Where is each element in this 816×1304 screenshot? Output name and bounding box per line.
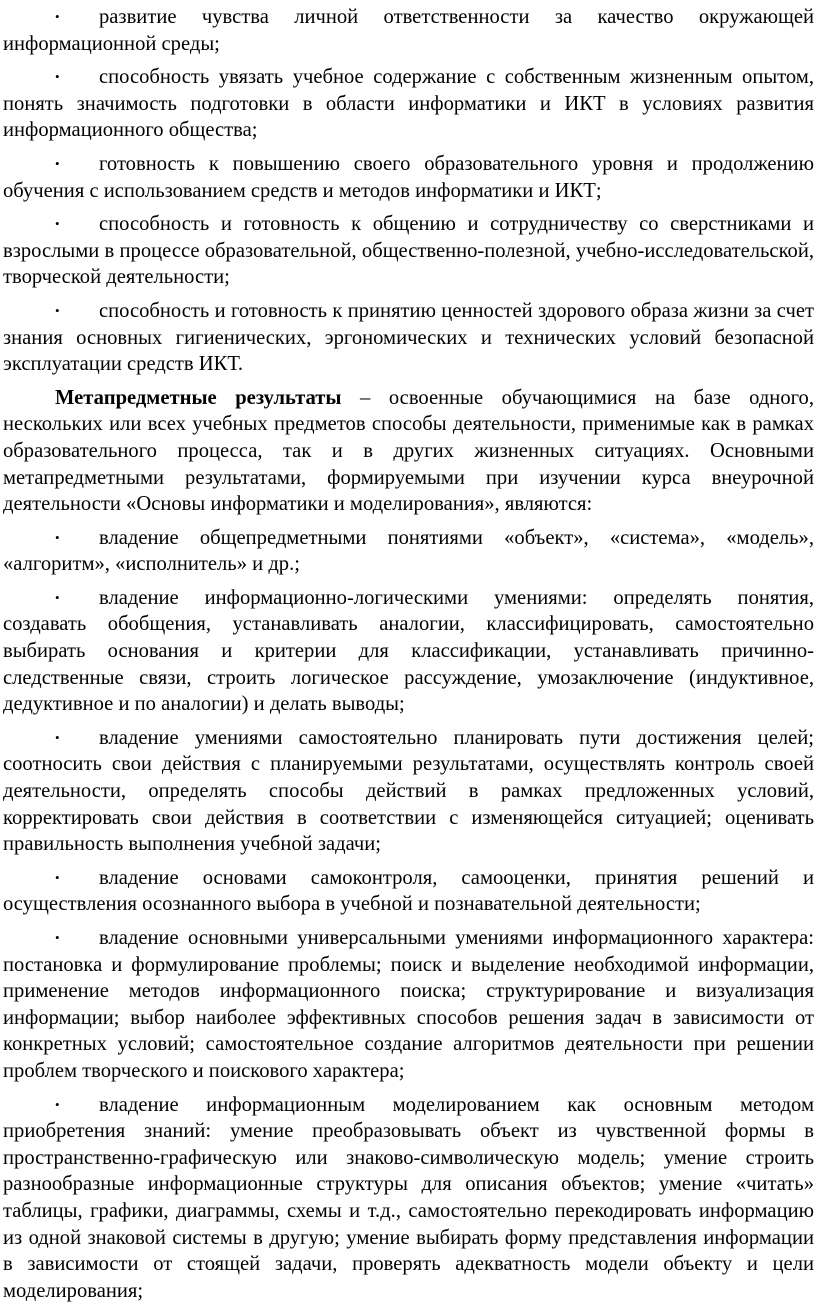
bullet-icon: •	[55, 155, 60, 171]
list-item	[3, 4, 814, 57]
bullet-icon: •	[55, 216, 60, 232]
list-item	[3, 151, 814, 204]
list-item-text: способность увязать учебное содержание с собственным жизненным опытом, понять значимость подготовки в области информатики и ИКТ в условиях развития информационного общества;	[3, 66, 814, 142]
list-item-text: владение общепредметными понятиями «объект», «система», «модель», «алгоритм», «исполнитель» и др.;	[3, 526, 814, 576]
list-item	[3, 585, 814, 718]
bullet-icon: •	[55, 869, 60, 885]
list-item	[3, 211, 814, 291]
section-paragraph-text: – освоенные обучающимися на базе одного, нескольких или всех учебных предметов способы деятельности, применимые как в рамках образовательного процесса, так и в других жизненных ситуациях. Основными метапредметными результатами, формируемыми при изучении курса внеурочной деятельности «Основы информатики и моделирования», являются:	[3, 386, 815, 516]
section-heading: Метапредметные результаты	[55, 386, 342, 409]
bullet-icon: •	[55, 1096, 60, 1112]
list-item	[3, 525, 814, 578]
bullet-icon: •	[55, 69, 60, 85]
list-item	[3, 1092, 814, 1304]
bullet-icon: •	[55, 589, 60, 605]
section-paragraph	[3, 385, 814, 518]
list-item-text: владение основами самоконтроля, самооценки, принятия решений и осуществления осознанного выбора в учебной и познавательной деятельности;	[3, 866, 814, 916]
list-item-text: развитие чувства личной ответственности за качество окружающей информационной среды;	[3, 6, 814, 55]
list-item	[3, 298, 814, 378]
list-item	[3, 865, 814, 918]
list-item	[3, 64, 814, 144]
list-item-text: владение умениями самостоятельно планировать пути достижения целей; соотносить свои действия с планируемыми результатами, осуществлять контроль своей деятельности, определять способы действий в рамках предложенных условий, корректировать свои действия в соответствии с изменяющейся ситуацией; оценивать правильность выполнения учебной задачи;	[3, 726, 814, 856]
bullet-icon: •	[55, 9, 60, 24]
list-item-text: способность и готовность к принятию ценностей здорового образа жизни за счет знания основных гигиенических, эргономических и технических условий безопасной эксплуатации средств ИКТ.	[3, 299, 814, 376]
bullet-icon: •	[55, 930, 60, 945]
list-item	[3, 725, 814, 858]
list-item	[3, 925, 814, 1085]
bullet-icon: •	[55, 302, 60, 318]
list-item-text: владение основными универсальными умениями информационного характера: постановка и формулирование проблемы; поиск и выделение необходимой информации, применение методов информационного поиска; структурирование и визуализация информации; выбор наиболее эффективных способов решения задач в зависимости от конкретных условий; самостоятельное создание алгоритмов деятельности при решении проблем творческого и поискового характера;	[3, 927, 814, 1082]
list-item-text: владение информационным моделированием как основным методом приобретения знаний: умение преобразовывать объект из чувственной формы в пространственно-графическую или знаково-символическую модель; умение строить разнообразные информационные структуры для описания объектов; умение «читать» таблицы, графики, диаграммы, схемы и т.д., самостоятельно перекодировать информацию из одной знаковой системы в другую; умение выбирать форму представления информации в зависимости от стоящей задачи, проверять адекватность модели объекту и цели моделирования;	[3, 1093, 814, 1302]
list-item-text: способность и готовность к общению и сотрудничеству со сверстниками и взрослыми в процессе образовательной, общественно-полезной, учебно-исследовательской, творческой деятельности;	[3, 213, 814, 289]
bullet-icon: •	[55, 529, 60, 545]
list-item-text: готовность к повышению своего образовательного уровня и продолжению обучения с использованием средств и методов информатики и ИКТ;	[3, 152, 814, 202]
bullet-icon: •	[55, 729, 60, 745]
list-item-text: владение информационно-логическими умениями: определять понятия, создавать обобщения, устанавливать аналогии, классифицировать, самостоятельно выбирать основания и критерии для классификации, устанавливать причинно-следственные связи, строить логическое рассуждение, умозаключение (индуктивное, дедуктивное и по аналогии) и делать выводы;	[3, 586, 814, 716]
